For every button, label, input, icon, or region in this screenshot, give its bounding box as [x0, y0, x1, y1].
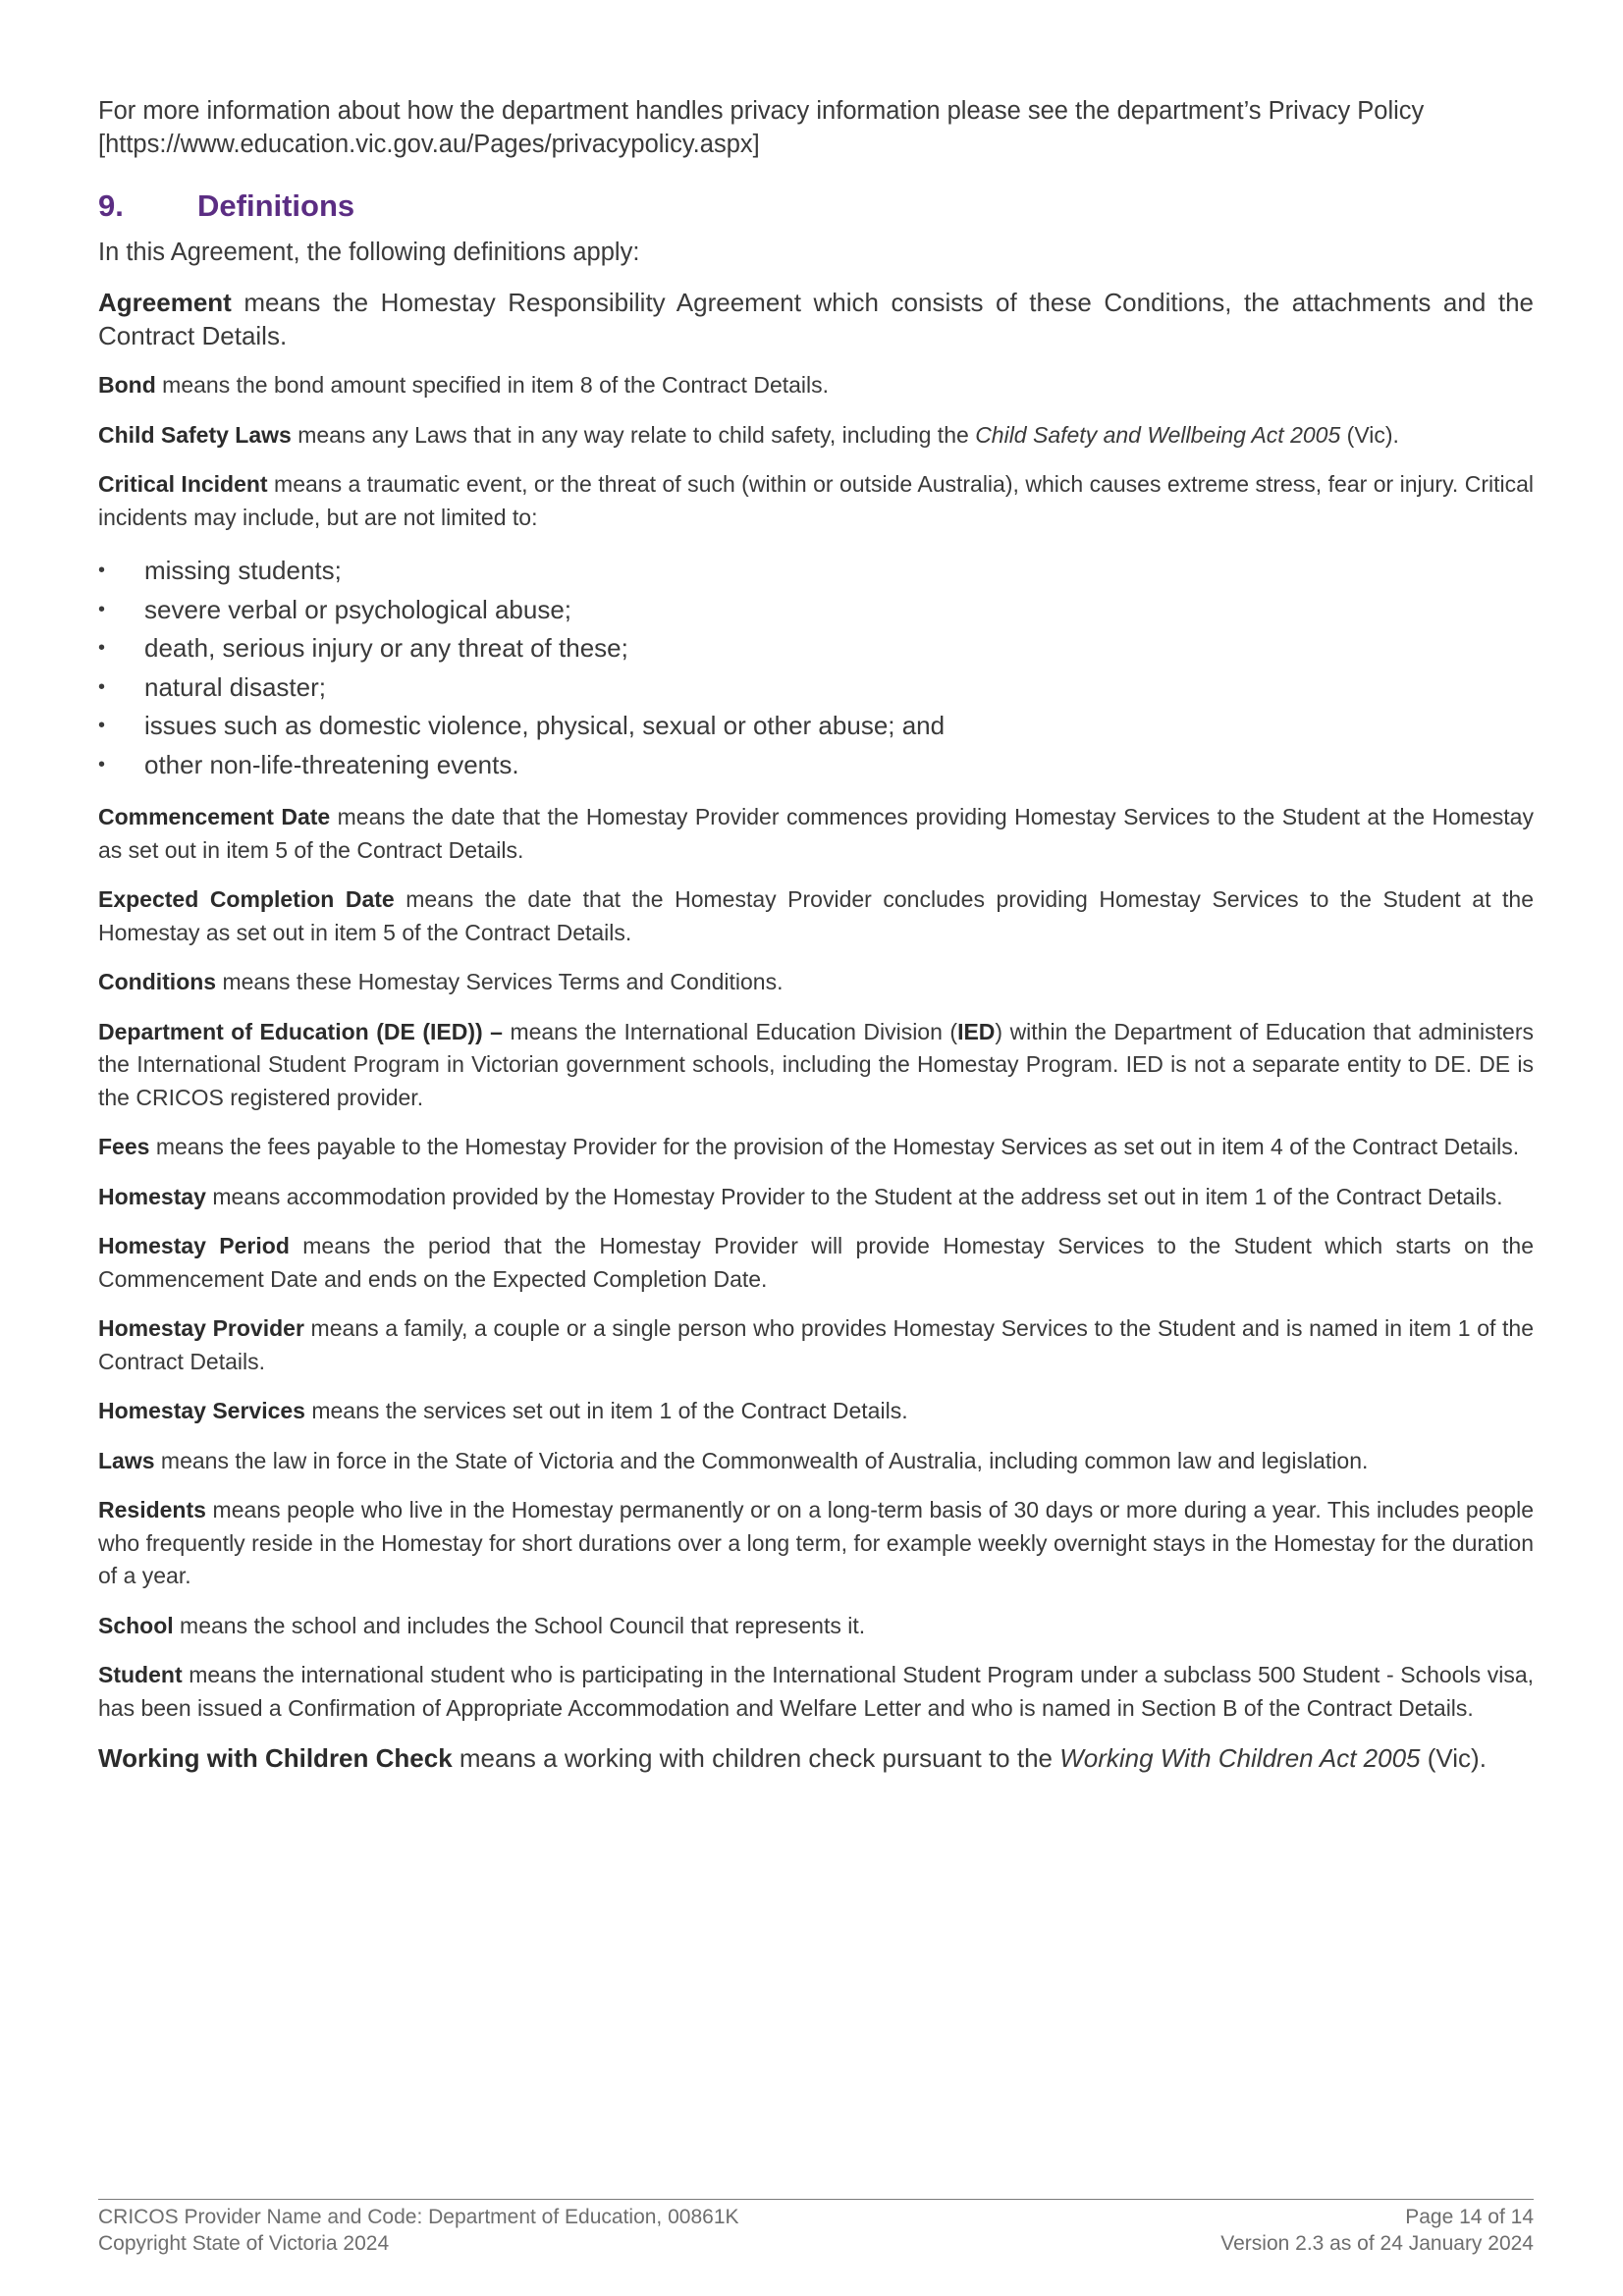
definition-text-end: ) within the Department of Education that administers the International Student Program in Victorian government schools, including the Homestay Program. IED is not a separate entity to DE. DE is the CRICOS registered provider. [98, 1018, 1534, 1110]
list-item: • death, serious injury or any threat of these; [98, 629, 1534, 668]
definition-department [98, 1016, 1534, 1115]
definition-text: means any Laws that in any way relate to child safety, including the [291, 421, 976, 448]
definition-homestay-period [98, 1230, 1534, 1296]
definition-homestay-services [98, 1395, 1534, 1428]
term: Child Safety Laws [98, 421, 292, 448]
term: Expected Completion Date [98, 886, 395, 912]
section-title: Definitions [197, 188, 355, 223]
ied-abbreviation: IED [957, 1018, 996, 1044]
definition-conditions [98, 966, 1534, 999]
definition-agreement [98, 286, 1534, 352]
privacy-policy-paragraph: For more information about how the department handles privacy information please see the department’s Privacy Policy [https://www.education.vic.gov.au/Pages/privacypolicy.aspx] [98, 97, 1425, 158]
act-title: Child Safety and Wellbeing Act 2005 [975, 421, 1341, 448]
definition-text: means the date that the Homestay Provider concludes providing Homestay Services to the Student at the Homestay as set out in item 5 of the Contract Details. [98, 886, 1534, 945]
definition-text: means a traumatic event, or the threat of such (within or outside Australia), which causes extreme stress, fear or injury. Critical incidents may include, but are not limited to: [98, 471, 1534, 530]
version: Version 2.3 as of 24 January 2024 [1220, 2232, 1534, 2255]
term: Agreement [98, 288, 232, 317]
copyright: Copyright State of Victoria 2024 [98, 2232, 390, 2255]
definition-critical-incident [98, 468, 1534, 534]
definition-commencement-date [98, 801, 1534, 867]
term: Residents [98, 1497, 206, 1522]
definition-residents [98, 1494, 1534, 1593]
definition-text: means the bond amount specified in item 8 of the Contract Details. [155, 372, 830, 398]
definition-text: means a working with children check pursuant to the [452, 1743, 1060, 1773]
term: Bond [98, 372, 156, 398]
cricos-provider: CRICOS Provider Name and Code: Department of Education, 00861K [98, 2206, 739, 2228]
definition-text: means the date that the Homestay Provider commences providing Homestay Services to the Student at the Homestay as set out in item 5 of the Contract Details. [98, 804, 1534, 863]
term: Critical Incident [98, 471, 268, 497]
footer-row-2 [98, 2230, 1534, 2257]
term: Department of Education (DE (IED)) – [98, 1018, 503, 1044]
definition-working-with-children-check [98, 1741, 1534, 1775]
term: Homestay Services [98, 1398, 305, 1423]
definition-text: means the law in force in the State of Victoria and the Commonwealth of Australia, including common law and legislation. [154, 1447, 1369, 1473]
section-heading [98, 187, 1534, 226]
definition-school [98, 1610, 1534, 1643]
definition-homestay [98, 1181, 1534, 1214]
definition-text: means the international student who is participating in the International Student Program under a subclass 500 Student - Schools visa, has been issued a Confirmation of Appropriate Accommodation and Welfare Letter and who is named in Section B of the Contract Details. [98, 1662, 1534, 1721]
term: Laws [98, 1447, 155, 1473]
bullet-icon: • [98, 675, 106, 698]
term: Working with Children Check [98, 1743, 453, 1773]
term: Homestay [98, 1183, 206, 1209]
bullet-icon: • [98, 560, 106, 581]
definition-text: means people who live in the Homestay permanently or on a long-term basis of 30 days or more during a year. This includes people who frequently reside in the Homestay for short durations over a long term, for example weekly overnight stays in the Homestay for the duration of a year. [98, 1497, 1534, 1588]
definition-text: means the school and includes the School Council that represents it. [173, 1612, 866, 1638]
page-footer [98, 2199, 1534, 2257]
term: School [98, 1612, 174, 1638]
list-item: • natural disaster; [98, 668, 1534, 708]
definition-text: means these Homestay Services Terms and Conditions. [216, 969, 784, 994]
bullet-icon: • [98, 637, 106, 659]
definition-fees [98, 1131, 1534, 1164]
definition-text: means the International Education Division ( [502, 1018, 958, 1044]
bullet-icon: • [98, 715, 106, 736]
definition-text: means the fees payable to the Homestay Provider for the provision of the Homestay Services as set out in item 4 of the Contract Details. [149, 1134, 1520, 1159]
definition-child-safety-laws [98, 419, 1534, 453]
term: Commencement Date [98, 804, 331, 829]
definition-bond [98, 369, 1534, 402]
section-number: 9. [98, 188, 124, 223]
list-item: • missing students; [98, 552, 1534, 591]
list-item: • severe verbal or psychological abuse; [98, 591, 1534, 630]
list-item: • issues such as domestic violence, physical, sexual or other abuse; and [98, 707, 1534, 746]
definition-laws [98, 1445, 1534, 1478]
definition-text-end: (Vic). [1340, 421, 1399, 448]
footer-row-1 [98, 2204, 1534, 2230]
bullet-icon: • [98, 753, 106, 775]
bullet-icon: • [98, 598, 106, 620]
document-body [98, 94, 1534, 1775]
term: Homestay Provider [98, 1315, 304, 1341]
definition-expected-completion-date [98, 883, 1534, 949]
definition-text-end: (Vic). [1420, 1743, 1487, 1773]
definition-text: means the period that the Homestay Provider will provide Homestay Services to the Student which starts on the Commencement Date and ends on the Expected Completion Date. [98, 1233, 1534, 1292]
list-item: • other non-life-threatening events. [98, 746, 1534, 785]
term: Conditions [98, 969, 217, 994]
definition-text: means the services set out in item 1 of the Contract Details. [304, 1398, 908, 1423]
definition-text: means a family, a couple or a single person who provides Homestay Services to the Student and is named in item 1 of the Contract Details. [98, 1315, 1534, 1374]
term: Fees [98, 1134, 150, 1159]
definitions-lead: In this Agreement, the following definitions apply: [98, 239, 640, 266]
act-title: Working With Children Act 2005 [1059, 1743, 1421, 1773]
critical-incident-list [98, 552, 1534, 784]
definition-student [98, 1659, 1534, 1725]
definition-text: means the Homestay Responsibility Agreement which consists of these Conditions, the attachments and the Contract Details. [98, 288, 1534, 350]
term: Student [98, 1662, 183, 1687]
page-number: Page 14 of 14 [1405, 2206, 1534, 2228]
term: Homestay Period [98, 1233, 290, 1258]
definition-text: means accommodation provided by the Homestay Provider to the Student at the address set out in item 1 of the Contract Details. [205, 1183, 1503, 1209]
definition-homestay-provider [98, 1312, 1534, 1378]
